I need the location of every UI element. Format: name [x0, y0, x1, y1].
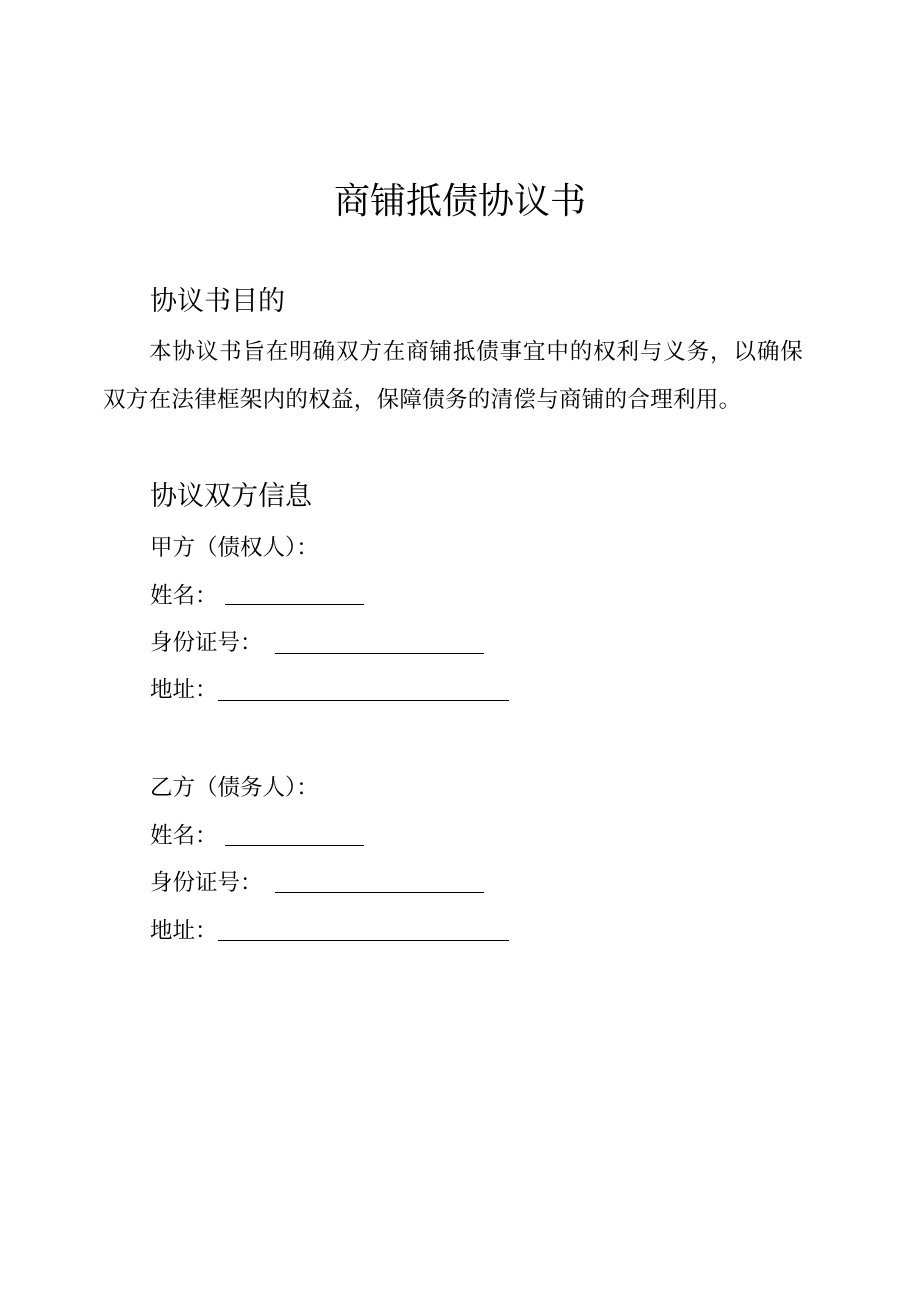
purpose-paragraph: 本协议书旨在明确双方在商铺抵债事宜中的权利与义务，以确保双方在法律框架内的权益，保障债务的清偿与商铺的合理利用。: [103, 339, 803, 413]
party-b-id-row: [150, 867, 263, 899]
party-a-name-label: 姓名：: [150, 583, 218, 609]
party-a-address-row: [150, 674, 218, 706]
party-a-address-label: 地址：: [150, 677, 218, 703]
purpose-heading: 协议书目的: [150, 286, 285, 317]
party-b-id-label: 身份证号：: [150, 870, 263, 896]
party-b-address-row: [150, 915, 218, 947]
party-b-name-blank[interactable]: [225, 845, 364, 846]
party-a-id-label: 身份证号：: [150, 630, 263, 656]
party-b-address-label: 地址：: [150, 918, 218, 944]
party-b-id-blank[interactable]: [275, 892, 484, 893]
document-title: 商铺抵债协议书: [333, 181, 586, 222]
party-a-id-row: [150, 627, 263, 659]
party-b-title: 乙方（债务人）：: [150, 775, 319, 801]
parties-heading: 协议双方信息: [150, 481, 312, 512]
party-a-id-blank[interactable]: [275, 653, 484, 654]
party-a-name-row: [150, 580, 218, 612]
party-a-title: 甲方（债权人）：: [150, 535, 319, 561]
party-b-name-label: 姓名：: [150, 823, 218, 849]
party-b-name-row: [150, 820, 218, 852]
party-b-address-blank[interactable]: [218, 940, 509, 941]
party-a-name-blank[interactable]: [225, 604, 364, 605]
party-a-address-blank[interactable]: [218, 700, 509, 701]
